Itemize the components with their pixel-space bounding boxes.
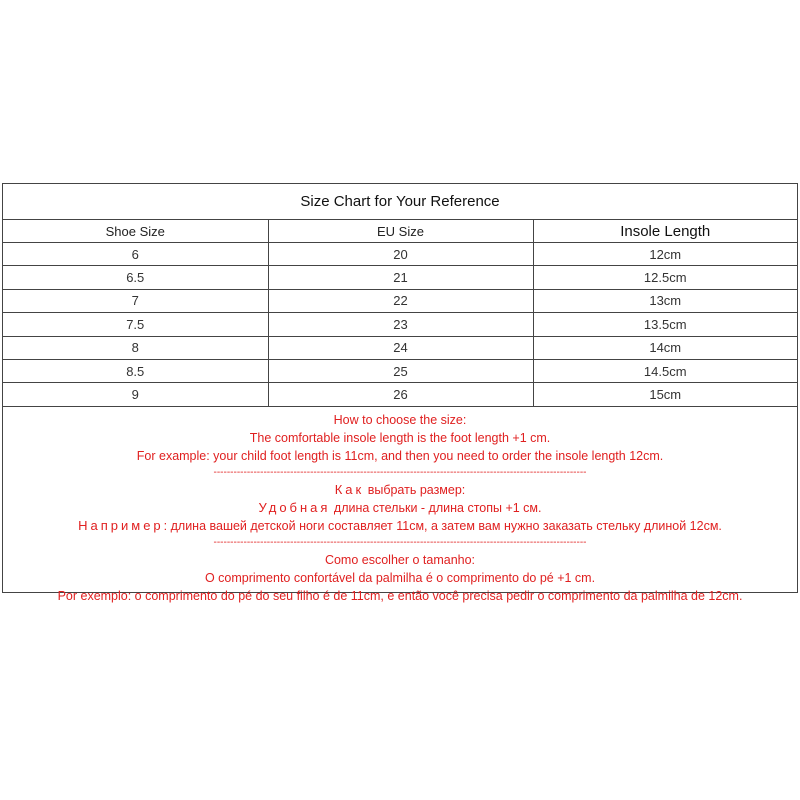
table-row (3, 359, 797, 382)
eu-size-cell: 25 (268, 359, 533, 382)
header-row (3, 220, 797, 243)
russian-heading-word: Как (334, 481, 365, 497)
table-row (3, 336, 797, 359)
insole-length-cell: 13cm (533, 289, 797, 312)
eu-size-cell: 20 (268, 243, 533, 266)
shoe-size-cell: 8.5 (3, 359, 268, 382)
shoe-size-cell: 6.5 (3, 266, 268, 289)
header-insole-length: Insole Length (533, 220, 797, 243)
separator-line: ---------------------------------------------------------------------------------------------------------------- (213, 466, 587, 478)
shoe-size-cell: 7 (3, 289, 268, 312)
russian-line-1 (3, 499, 797, 517)
table-row (3, 313, 797, 336)
table-row (3, 266, 797, 289)
chart-title: Size Chart for Your Reference (3, 184, 797, 220)
english-line-2: For example: your child foot length is 11cm, and then you need to order the insole length 12cm. (136, 448, 664, 463)
eu-size-cell: 23 (268, 313, 533, 336)
english-heading: How to choose the size: (333, 412, 467, 427)
insole-length-cell: 15cm (533, 383, 797, 406)
header-shoe-size: Shoe Size (3, 220, 268, 243)
eu-size-cell: 22 (268, 289, 533, 312)
insole-length-cell: 12.5cm (533, 266, 797, 289)
russian-line-2-rest: : длина вашей детской ноги составляет 11см, а затем вам нужно заказать стельку длиной 12см. (163, 518, 722, 533)
portuguese-line-1: O comprimento confortável da palmilha é o comprimento do pé +1 cm. (204, 570, 596, 585)
shoe-size-cell: 9 (3, 383, 268, 406)
size-guide-notes (3, 407, 797, 605)
table-row (3, 289, 797, 312)
russian-line-1-word: Удобная (258, 499, 331, 515)
insole-length-cell: 13.5cm (533, 313, 797, 336)
shoe-size-cell: 8 (3, 336, 268, 359)
shoe-size-cell: 6 (3, 243, 268, 266)
portuguese-heading: Como escolher o tamanho: (324, 552, 476, 567)
russian-line-1-rest: длина стельки - длина стопы +1 см. (330, 500, 542, 515)
insole-length-cell: 12cm (533, 243, 797, 266)
separator-line: ---------------------------------------------------------------------------------------------------------------- (213, 536, 587, 548)
english-line-1: The comfortable insole length is the foot length +1 cm. (249, 430, 551, 445)
russian-line-2 (3, 517, 797, 535)
shoe-size-cell: 7.5 (3, 313, 268, 336)
russian-line-2-word: Например (78, 517, 164, 533)
table-row (3, 243, 797, 266)
eu-size-cell: 24 (268, 336, 533, 359)
header-eu-size: EU Size (268, 220, 533, 243)
eu-size-cell: 26 (268, 383, 533, 406)
size-table (3, 220, 797, 407)
russian-heading (3, 481, 797, 499)
table-row (3, 383, 797, 406)
size-chart (2, 183, 798, 603)
insole-length-cell: 14cm (533, 336, 797, 359)
portuguese-line-2: Por exemplo: o comprimento do pé do seu filho é de 11cm, e então você precisa pedir o comprimento da palmilha de 12cm. (57, 588, 743, 603)
eu-size-cell: 21 (268, 266, 533, 289)
russian-heading-rest: выбрать размер: (364, 482, 466, 497)
insole-length-cell: 14.5cm (533, 359, 797, 382)
